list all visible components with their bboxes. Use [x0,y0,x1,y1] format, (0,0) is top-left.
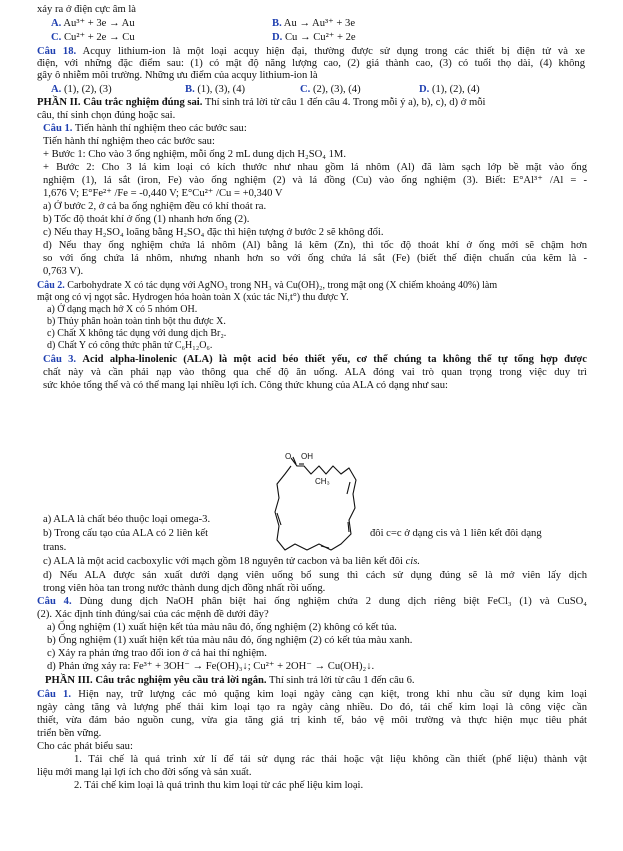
q18-option-b[interactable]: B. (1), (3), (4) [185,84,246,95]
carbonyl-o-label: O [285,452,292,461]
p3c1-line-1: Câu 1. Hiện nay, trữ lượng các mỏ quặng kim loại ngày càng cạn kiệt, trong khi nhu cầu sử dụng kim loại [37,689,587,700]
c3-line-1: Câu 3. Acid alpha-linolenic (ALA) là một acid béo thiết yếu, cơ thể chúng ta không thể tự tổng hợp được [43,354,587,365]
c4-statement-b: b) Ống nghiệm (1) xuất hiện kết tủa màu nâu đỏ, ống nghiệm (2) có kết tủa màu xanh. [47,635,413,646]
c4-statement-c: c) Xảy ra phản ứng trao đổi ion ở cả hai thí nghiệm. [47,648,267,659]
part2-heading: PHẦN II. Câu trắc nghiệm đúng sai. Thí sinh trả lời từ câu 1 đến câu 4. Trong mỗi ý a), b), c), d) ở mỗi [37,97,486,108]
c4-line-2: (2). Xác định tính đúng/sai của các mệnh đề dưới đây? [37,609,269,620]
q18-line-3: gây ô nhiễm môi trường. Những ưu điểm của acquy lithium-ion là [37,70,318,81]
p3c1-line-4: triển bền vững. [37,728,102,739]
c1-intro: Tiến hành thí nghiệm theo các bước sau: [43,136,215,147]
c3-statement-c: c) ALA là một acid cacboxylic với mạch gồm 18 nguyên tử cacbon và ba liên kết đôi cis. [43,556,421,567]
c1-statement-d-line1: d) Nếu thay ống nghiệm chứa lá nhôm (Al) bằng lá kẽm (Zn), thì tốc độ thoát khí ở ống mới sẽ chậm hơn [43,240,587,251]
q17-option-b[interactable]: B. Au → Au³⁺ + 3e [272,18,356,29]
c2-line-2: mật ong có vị ngọt sắc. Hydrogen hóa hoàn toàn X (xúc tác Ni,t°) thu được Y. [37,292,349,303]
q18-option-a[interactable]: A. (1), (2), (3) [51,84,112,95]
p3c1-line-3: thiết, vừa đảm bảo nguồn cung, vừa gia tăng giá trị kinh tế, bảo vệ môi trường và thực hiện mục tiêu phát [37,715,587,726]
c4-statement-a: a) Ống nghiệm (1) xuất hiện kết tủa màu nâu đỏ, ống nghiệm (2) không có kết tủa. [47,622,397,633]
c3-statement-b-right: đôi c=c ở dạng cis và 1 liên kết đôi dạng [370,528,542,539]
c1-statement-d-line3: 0,763 V). [43,266,84,277]
c1-step2-line3: 1,676 V; E°Fe²⁺ /Fe = -0,440 V; E°Cu²⁺ /Cu = +0,340 V [43,188,283,199]
p3c1-statement-1-line2: liệu mới mang lại lợi ích cho đời sống và sản xuất. [37,767,252,778]
p3c1-line-2: ngày càng tăng và lượng phế thải kim loại tạo ra ngày càng nhiều. Do đó, tái chế kim loại là công việc cần [37,702,587,713]
q17-stem-tail: xảy ra ở điện cực âm là [37,4,136,15]
c1-title: Câu 1. Tiến hành thí nghiệm theo các bước sau: [43,123,247,134]
c3-statement-b-left: b) Trong cấu tạo của ALA có 2 liên kết [43,528,209,539]
q18-option-d[interactable]: D. (1), (2), (4) [419,84,480,95]
c3-statement-a: a) ALA là chất béo thuộc loại omega-3. [43,514,211,525]
c1-step1: + Bước 1: Cho vào 3 ống nghiệm, mỗi ống 2 mL dung dịch H₂SO₄ 1M. [43,149,346,160]
c3-statement-d-line1: d) Nếu ALA được sản xuất dưới dạng viên uống bổ sung thì cách sử dụng đúng sẽ là mở viên lấy dịch [43,570,587,581]
p3c1-line-5: Cho các phát biểu sau: [37,741,133,752]
p3c1-statement-2: 2. Tái chế kim loại là quá trình thu kim loại từ các phế liệu kim loại. [74,780,364,791]
c3-statement-b-cont: trans. [43,542,67,553]
c2-statement-b: b) Thủy phân hoàn toàn tinh bột thu được X. [47,316,226,327]
methyl-ch3-label: CH₃ [315,477,330,486]
c1-statement-c: c) Nếu thay H₂SO₄ loãng bằng H₂SO₄ đặc thì hiện tượng ở bước 2 sẽ không đổi. [43,227,384,238]
part2-heading-line2: câu, thí sinh chọn đúng hoặc sai. [37,110,176,121]
c3-line-2: chất này và cần phải nạp vào thông qua chế độ ăn uống. ALA đóng vai trò quan trọng trong việc duy trì [43,367,587,378]
c4-line-1: Câu 4. Dùng dung dịch NaOH phân biệt hai ống nghiệm chứa 2 dung dịch riêng biệt FeCl₃ (1) và CuSO₄ [37,596,587,607]
q17-option-d[interactable]: D. Cu → Cu²⁺ + 2e [272,32,356,43]
c1-step2-line1: + Bước 2: Cho 3 lá kim loại có kích thước như nhau gồm lá nhôm (Al) đã làm sạch lớp bề mặt vào ống [43,162,587,173]
c1-statement-b: b) Tốc độ thoát khí ở ống (1) nhanh hơn ống (2). [43,214,250,225]
p3c1-statement-1-line1: 1. Tái chế là quá trình xử lí để tái sử dụng rác thải hoặc vật liệu không cần thiết (phế liệu) thành vật [74,754,587,765]
q17-option-a[interactable]: A. Au³⁺ + 3e → Au [51,18,135,29]
q17-option-c[interactable]: C. Cu²⁺ + 2e → Cu [51,32,135,43]
c1-statement-a: a) Ở bước 2, ở cả ba ống nghiệm đều có khí thoát ra. [43,201,267,212]
part3-heading: PHẦN III. Câu trắc nghiệm yêu cầu trả lời ngắn. Thí sinh trả lời từ câu 1 đến câu 6. [45,675,415,686]
c2-statement-a: a) Ở dạng mạch hở X có 5 nhóm OH. [47,304,198,315]
c2-statement-c: c) Chất X không tác dụng với dung dịch Br₂. [47,328,227,339]
c2-line-1: Câu 2. Carbohydrate X có tác dụng với AgNO₃ trong NH₃ và Cu(OH)₂, trong mật ong (X chiếm khoảng 40%) làm [37,280,498,291]
c1-statement-d-line2: so với ống chứa lá nhôm, nhưng nhanh hơn so với ống chứa lá sắt (Fe) (biết thế điện chuẩn của kẽm là - [43,253,587,264]
c1-step2-line2: nghiệm (1), lá sắt (iron, Fe) vào ống nghiệm (2) và lá đồng (Cu) vào ống nghiệm (3). Biết: E°Al³⁺ /Al = - [43,175,587,186]
q18-line-1: Câu 18. Acquy lithium-ion là một loại acquy hiện đại, thường được sử dụng trong các thiết bị điện tử và xe [37,46,585,57]
c3-statement-d-line2: trong viên hòa tan trong nước thành dung dịch đồng nhất rồi uống. [43,583,326,594]
c4-statement-d: d) Phản ứng xảy ra: Fe³⁺ + 3OH⁻ → Fe(OH)₃↓; Cu²⁺ + 2OH⁻ → Cu(OH)₂↓. [47,661,375,672]
q18-line-2: điện, với những đặc điểm sau: (1) có mật độ năng lượng cao, (2) giá thành cao, (3) có tuổi thọ dài, (4) không [37,58,585,69]
hydroxyl-oh-label: OH [301,452,313,461]
c3-line-3: sức khỏe tổng thể và có thể mang lại nhiều lợi ích. Công thức khung của ALA có dạng như sau: [43,380,449,391]
q18-option-c[interactable]: C. (2), (3), (4) [300,84,361,95]
ala-structure-diagram [271,452,359,554]
c2-statement-d: d) Chất Y có công thức phân tử C₆H₁₂O₆. [47,340,213,351]
